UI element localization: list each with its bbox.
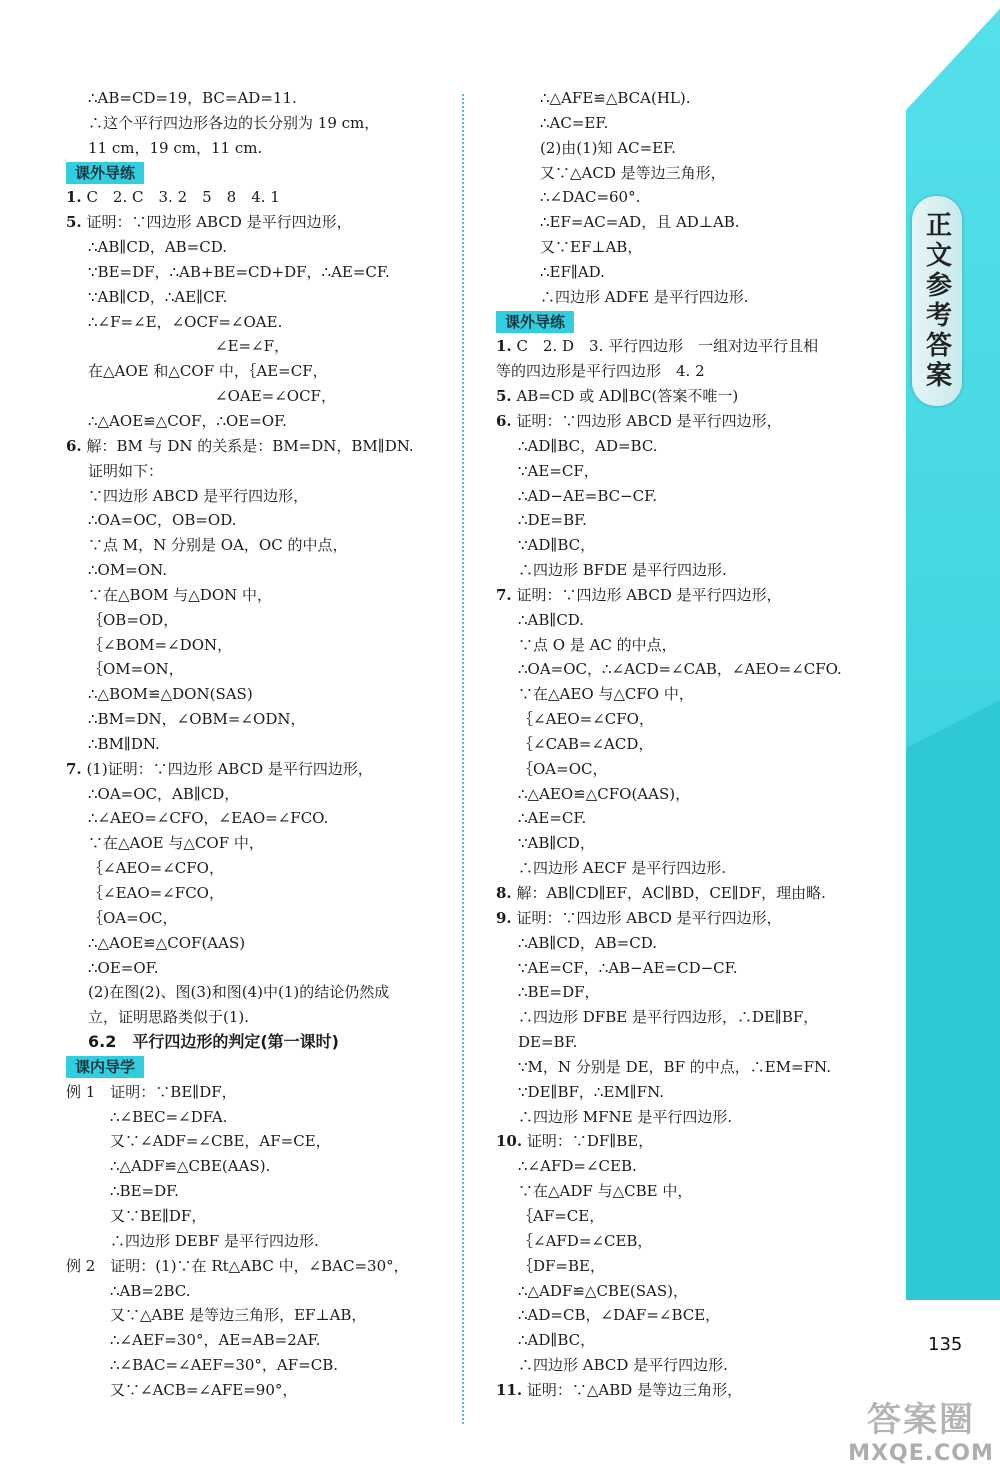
page-number: 135 bbox=[928, 1334, 963, 1355]
question-number: 1. bbox=[66, 188, 82, 207]
answer-text: ∴∠BEC=∠DFA. bbox=[110, 1107, 228, 1126]
answer-line bbox=[66, 508, 456, 533]
answer-line bbox=[496, 111, 896, 136]
answer-line bbox=[66, 111, 456, 136]
answer-text: ∵DE∥BF，∴EM∥FN. bbox=[518, 1082, 665, 1101]
answer-line bbox=[496, 1378, 896, 1403]
answer-text: AB=CD 或 AD∥BC(答案不唯一) bbox=[516, 387, 739, 406]
answer-line bbox=[66, 334, 456, 359]
answer-text: ∴OE=OF. bbox=[88, 958, 159, 977]
answer-line bbox=[496, 608, 896, 633]
answer-text: ∵四边形 ABCD 是平行四边形， bbox=[88, 486, 309, 505]
answer-text: 11 cm，19 cm，11 cm. bbox=[88, 138, 263, 157]
answer-line bbox=[66, 310, 456, 335]
answer-text: ∴OA=OC，OB=OD. bbox=[88, 511, 237, 530]
answer-line bbox=[496, 434, 896, 459]
answer-text: ∴AB∥CD，AB=CD. bbox=[88, 238, 227, 257]
section-badge: 课内导学 bbox=[66, 1056, 144, 1078]
answer-line bbox=[66, 1378, 456, 1403]
answer-line bbox=[496, 161, 896, 186]
answer-text: ∴BE=DF. bbox=[110, 1182, 179, 1201]
answer-line bbox=[66, 657, 456, 682]
question-number: 9. bbox=[496, 908, 512, 927]
answer-line bbox=[66, 484, 456, 509]
answer-line bbox=[66, 1279, 456, 1304]
answer-text: ∴△AFE≌△BCA(HL). bbox=[540, 89, 691, 107]
answer-text: ｛∠BOM=∠DON， bbox=[88, 635, 233, 654]
section-badge-row bbox=[496, 310, 896, 335]
answer-text: ∴AC=EF. bbox=[540, 113, 609, 132]
answer-text: 在△AOE 和△COF 中，｛AE=CF， bbox=[88, 362, 328, 381]
question-number: 8. bbox=[496, 884, 512, 902]
answer-text: (2)由(1)知 AC=EF. bbox=[540, 138, 676, 157]
answer-line bbox=[496, 1080, 896, 1105]
answer-text: ∴△AOE≌△COF(AAS) bbox=[88, 933, 246, 952]
watermark-bottom: MXQE.COM bbox=[848, 1441, 994, 1466]
answer-text: ｛∠AFD=∠CEB， bbox=[518, 1231, 653, 1250]
answer-text: ∠E=∠F， bbox=[110, 337, 290, 356]
answer-text: ∵AB∥CD， bbox=[518, 834, 595, 853]
watermark-top: 答案圈 bbox=[867, 1400, 975, 1440]
answer-line bbox=[496, 136, 896, 161]
answer-line bbox=[66, 633, 456, 658]
answer-line bbox=[496, 210, 896, 235]
left-column bbox=[66, 86, 456, 1403]
answer-line bbox=[66, 1353, 456, 1378]
answer-line bbox=[496, 334, 896, 359]
answer-text: 又∵∠ADF=∠CBE，AF=CE， bbox=[110, 1132, 331, 1151]
answer-text: 又∵△ACD 是等边三角形， bbox=[540, 163, 726, 182]
answer-text: ∴AD∥BC，AD=BC. bbox=[518, 436, 658, 455]
answer-text: ∴这个平行四边形各边的长分别为 19 cm， bbox=[88, 113, 380, 132]
answer-text: ∵点 M，N 分别是 OA，OC 的中点， bbox=[88, 536, 348, 555]
question-number: 6. bbox=[496, 411, 512, 430]
answer-line bbox=[496, 980, 896, 1005]
answer-line bbox=[496, 757, 896, 782]
answer-text: ｛∠CAB=∠ACD， bbox=[518, 734, 654, 753]
answer-line bbox=[496, 782, 896, 807]
answer-line bbox=[66, 285, 456, 310]
answer-text: 解：AB∥CD∥EF，AC∥BD，CE∥DF，理由略. bbox=[516, 884, 826, 902]
answer-text: (2)在图(2)、图(3)和图(4)中(1)的结论仍然成 bbox=[88, 983, 390, 1002]
answer-line bbox=[496, 285, 896, 310]
answer-line bbox=[496, 86, 896, 111]
answer-line bbox=[66, 1303, 456, 1328]
answer-line bbox=[496, 633, 896, 658]
answer-line bbox=[66, 881, 456, 906]
answer-text: ∴BE=DF， bbox=[518, 983, 600, 1002]
answer-line bbox=[496, 384, 896, 409]
answer-text: ∴四边形 DFBE 是平行四边形，∴DE∥BF， bbox=[518, 1008, 819, 1027]
section-title: 6.2 平行四边形的判定(第一课时) bbox=[88, 1032, 339, 1052]
answer-text: ∴△ADF≌△CBE(SAS)， bbox=[518, 1281, 688, 1300]
answer-text: ∵在△AOE 与△COF 中， bbox=[88, 834, 264, 853]
answer-line bbox=[496, 657, 896, 682]
answer-text: ∴BM=DN，∠OBM=∠ODN， bbox=[88, 710, 306, 729]
answer-text: ∵BE=DF，∴AB+BE=CD+DF，∴AE=CF. bbox=[88, 262, 390, 281]
answer-line bbox=[66, 185, 456, 210]
answer-text: ∵AD∥BC， bbox=[518, 536, 596, 555]
answer-line bbox=[66, 806, 456, 831]
answer-text: 例 1 证明：∵BE∥DF， bbox=[66, 1082, 237, 1101]
answer-line bbox=[496, 1229, 896, 1254]
answer-line bbox=[66, 434, 456, 459]
question-number: 5. bbox=[66, 213, 82, 232]
answer-text: 又∵EF⊥AB， bbox=[540, 238, 643, 257]
answer-text: ∴AD∥BC， bbox=[518, 1331, 596, 1350]
answer-text: ∴四边形 ADFE 是平行四边形. bbox=[540, 287, 749, 306]
answer-text: 又∵BE∥DF， bbox=[110, 1206, 207, 1225]
answer-line bbox=[66, 608, 456, 633]
answer-line bbox=[496, 508, 896, 533]
answer-text: 证明如下： bbox=[88, 461, 164, 480]
answer-text: ∴∠AFD=∠CEB. bbox=[518, 1157, 637, 1176]
answer-line bbox=[496, 956, 896, 981]
answer-text: ｛OM=ON， bbox=[88, 660, 184, 679]
answer-line bbox=[496, 558, 896, 583]
answer-text: ∵AE=CF， bbox=[518, 461, 599, 480]
answer-text: ∴AB∥CD，AB=CD. bbox=[518, 933, 657, 952]
answer-line bbox=[66, 583, 456, 608]
answer-line bbox=[66, 210, 456, 235]
answer-text: ｛AF=CE， bbox=[518, 1206, 605, 1225]
answer-line bbox=[66, 956, 456, 981]
answer-line bbox=[66, 831, 456, 856]
answer-text: 证明：∵DF∥BE， bbox=[526, 1132, 654, 1151]
answer-line bbox=[496, 185, 896, 210]
answer-line bbox=[66, 707, 456, 732]
answer-text: ∴四边形 ABCD 是平行四边形. bbox=[518, 1356, 728, 1375]
answer-text: ∴DE=BF. bbox=[518, 511, 587, 530]
answer-text: ∴AE=CF. bbox=[518, 809, 587, 828]
question-number: 5. bbox=[496, 387, 512, 406]
answer-line bbox=[66, 558, 456, 583]
answer-text: ｛OA=OC， bbox=[88, 908, 178, 927]
answer-line bbox=[66, 1328, 456, 1353]
answer-text: ∴∠F=∠E，∠OCF=∠OAE. bbox=[88, 312, 283, 331]
answer-text: ∴∠AEF=30°，AE=AB=2AF. bbox=[110, 1331, 321, 1350]
answer-line bbox=[496, 906, 896, 931]
answer-text: 证明：∵四边形 ABCD 是平行四边形， bbox=[516, 908, 782, 927]
answer-text: ∴△ADF≌△CBE(AAS). bbox=[110, 1157, 271, 1176]
answer-line bbox=[496, 260, 896, 285]
answer-text: 又∵△ABE 是等边三角形，EF⊥AB， bbox=[110, 1306, 367, 1325]
answer-line bbox=[66, 235, 456, 260]
answer-text: ∴BM∥DN. bbox=[88, 734, 160, 753]
answer-text: ∴EF=AC=AD，且 AD⊥AB. bbox=[540, 213, 740, 232]
answer-text: C 2. D 3. 平行四边形 一组对边平行且相 bbox=[516, 337, 819, 356]
answer-line bbox=[496, 1154, 896, 1179]
answer-line bbox=[66, 757, 456, 782]
answer-line bbox=[66, 1105, 456, 1130]
answer-text: ∴∠BAC=∠AEF=30°，AF=CB. bbox=[110, 1356, 339, 1375]
answer-line bbox=[496, 533, 896, 558]
answer-line bbox=[496, 359, 896, 384]
column-divider bbox=[462, 94, 464, 1424]
answer-text: ∴四边形 DEBF 是平行四边形. bbox=[110, 1231, 319, 1250]
answer-text: ｛∠AEO=∠CFO， bbox=[88, 859, 224, 878]
watermark-logo bbox=[846, 1392, 996, 1464]
answer-line bbox=[496, 583, 896, 608]
answer-text: (1)证明：∵四边形 ABCD 是平行四边形， bbox=[86, 759, 373, 778]
answer-line bbox=[66, 359, 456, 384]
answer-text: ∴AD=CB，∠DAF=∠BCE， bbox=[518, 1306, 721, 1325]
question-number: 6. bbox=[66, 436, 82, 455]
answer-line bbox=[66, 856, 456, 881]
answer-text: ∴∠AEO=∠CFO，∠EAO=∠FCO. bbox=[88, 809, 329, 828]
answer-text: ∵点 O 是 AC 的中点， bbox=[518, 635, 677, 654]
answer-line bbox=[66, 1154, 456, 1179]
answer-text: ∠OAE=∠OCF， bbox=[110, 387, 336, 406]
answer-line bbox=[496, 484, 896, 509]
answer-line bbox=[66, 533, 456, 558]
answer-line bbox=[66, 1179, 456, 1204]
answer-line bbox=[66, 260, 456, 285]
answer-line bbox=[496, 931, 896, 956]
answer-text: ∵M，N 分别是 DE，BF 的中点，∴EM=FN. bbox=[518, 1057, 831, 1076]
answer-line bbox=[66, 1129, 456, 1154]
answer-line bbox=[496, 707, 896, 732]
answer-line bbox=[496, 1005, 896, 1030]
answer-line bbox=[66, 931, 456, 956]
answer-line bbox=[496, 806, 896, 831]
answer-line bbox=[496, 682, 896, 707]
answer-text: ∴四边形 AECF 是平行四边形. bbox=[518, 859, 726, 878]
answer-text: ∴AB∥CD. bbox=[518, 610, 585, 629]
answer-text: ∴OA=OC，AB∥CD， bbox=[88, 784, 240, 803]
answer-line bbox=[496, 1030, 896, 1055]
answer-text: ∴OM=ON. bbox=[88, 561, 167, 580]
answer-text: ∵在△ADF 与△CBE 中， bbox=[518, 1182, 693, 1201]
answer-line bbox=[66, 1005, 456, 1030]
answer-line bbox=[66, 409, 456, 434]
answer-line bbox=[496, 1105, 896, 1130]
answer-text: C 2. C 3. 2 5 8 4. 1 bbox=[86, 188, 280, 207]
answer-line bbox=[66, 906, 456, 931]
answer-line bbox=[496, 409, 896, 434]
answer-line bbox=[496, 1353, 896, 1378]
question-number: 11. bbox=[496, 1380, 523, 1399]
answer-text: 又∵∠ACB=∠AFE=90°， bbox=[110, 1380, 298, 1399]
chapter-tab-label: 正文参考答案 bbox=[921, 211, 952, 391]
answer-line bbox=[496, 1055, 896, 1080]
answer-line bbox=[496, 1179, 896, 1204]
section-badge-row bbox=[66, 161, 456, 186]
answer-line bbox=[496, 1204, 896, 1229]
answer-line bbox=[496, 235, 896, 260]
answer-text: ∴AB=CD=19，BC=AD=11. bbox=[88, 89, 297, 107]
answer-text: ｛OA=OC， bbox=[518, 759, 608, 778]
answer-line bbox=[66, 782, 456, 807]
answer-text: ｛∠AEO=∠CFO， bbox=[518, 710, 654, 729]
section-badge: 课外导练 bbox=[496, 311, 574, 333]
answer-line bbox=[66, 682, 456, 707]
answer-line bbox=[496, 1303, 896, 1328]
answer-line bbox=[66, 1204, 456, 1229]
question-number: 7. bbox=[66, 759, 82, 778]
answer-line bbox=[496, 1328, 896, 1353]
answer-text: ∵在△AEO 与△CFO 中， bbox=[518, 685, 694, 704]
answer-text: ∵AB∥CD，∴AE∥CF. bbox=[88, 287, 228, 306]
answer-text: 证明：∵四边形 ABCD 是平行四边形， bbox=[86, 213, 352, 232]
answer-line bbox=[496, 1129, 896, 1154]
answer-line bbox=[496, 732, 896, 757]
answer-line bbox=[66, 384, 456, 409]
answer-text: DE=BF. bbox=[518, 1033, 578, 1052]
answer-text: ∴△AEO≌△CFO(AAS)， bbox=[518, 784, 691, 803]
answer-text: 证明：∵四边形 ABCD 是平行四边形， bbox=[516, 585, 782, 604]
answer-text: 例 2 证明：(1)∵在 Rt△ABC 中，∠BAC=30°， bbox=[66, 1256, 409, 1275]
answer-line bbox=[66, 1254, 456, 1279]
answer-text: ∴△BOM≌△DON(SAS) bbox=[88, 685, 253, 704]
answer-text: 证明：∵△ABD 是等边三角形， bbox=[526, 1380, 743, 1399]
answer-text: ∴△AOE≌△COF，∴OE=OF. bbox=[88, 411, 287, 430]
question-number: 7. bbox=[496, 585, 512, 604]
answer-text: ∴四边形 BFDE 是平行四边形. bbox=[518, 561, 727, 580]
answer-text: ｛∠EAO=∠FCO， bbox=[88, 884, 224, 902]
answer-line bbox=[66, 136, 456, 161]
answer-text: ∵AE=CF，∴AB−AE=CD−CF. bbox=[518, 958, 738, 977]
question-number: 1. bbox=[496, 337, 512, 356]
answer-text: ∵在△BOM 与△DON 中， bbox=[88, 585, 273, 604]
answer-line bbox=[66, 980, 456, 1005]
sidebar-lower-band bbox=[906, 700, 1000, 1300]
answer-line bbox=[66, 732, 456, 757]
answer-text: 证明：∵四边形 ABCD 是平行四边形， bbox=[516, 411, 782, 430]
answer-line bbox=[496, 459, 896, 484]
answer-text: ∴四边形 MFNE 是平行四边形. bbox=[518, 1107, 733, 1126]
answer-line bbox=[496, 881, 896, 906]
answer-text: ∴EF∥AD. bbox=[540, 262, 605, 281]
answer-line bbox=[66, 86, 456, 111]
answer-text: ∴AB=2BC. bbox=[110, 1281, 191, 1300]
answer-text: ∴OA=OC，∴∠ACD=∠CAB，∠AEO=∠CFO. bbox=[518, 660, 842, 679]
answer-text: ∴∠DAC=60°. bbox=[540, 188, 641, 207]
answer-text: 立，证明思路类似于(1). bbox=[88, 1008, 250, 1027]
answer-line bbox=[66, 459, 456, 484]
right-column bbox=[496, 86, 896, 1403]
answer-line bbox=[496, 831, 896, 856]
answer-line bbox=[496, 856, 896, 881]
section-badge-row bbox=[66, 1055, 456, 1080]
question-number: 10. bbox=[496, 1132, 523, 1151]
answer-line bbox=[496, 1279, 896, 1304]
answer-text: ｛DF=BE， bbox=[518, 1256, 605, 1275]
answer-text: ∴AD−AE=BC−CF. bbox=[518, 486, 657, 505]
answer-line bbox=[66, 1229, 456, 1254]
answer-line bbox=[66, 1080, 456, 1105]
answer-text: 等的四边形是平行四边形 4. 2 bbox=[496, 362, 705, 381]
answer-text: 解：BM 与 DN 的关系是：BM=DN，BM∥DN. bbox=[86, 436, 414, 455]
chapter-tab bbox=[912, 196, 962, 406]
section-badge: 课外导练 bbox=[66, 162, 144, 184]
answer-line bbox=[496, 1254, 896, 1279]
answer-text: ｛OB=OD， bbox=[88, 610, 179, 629]
